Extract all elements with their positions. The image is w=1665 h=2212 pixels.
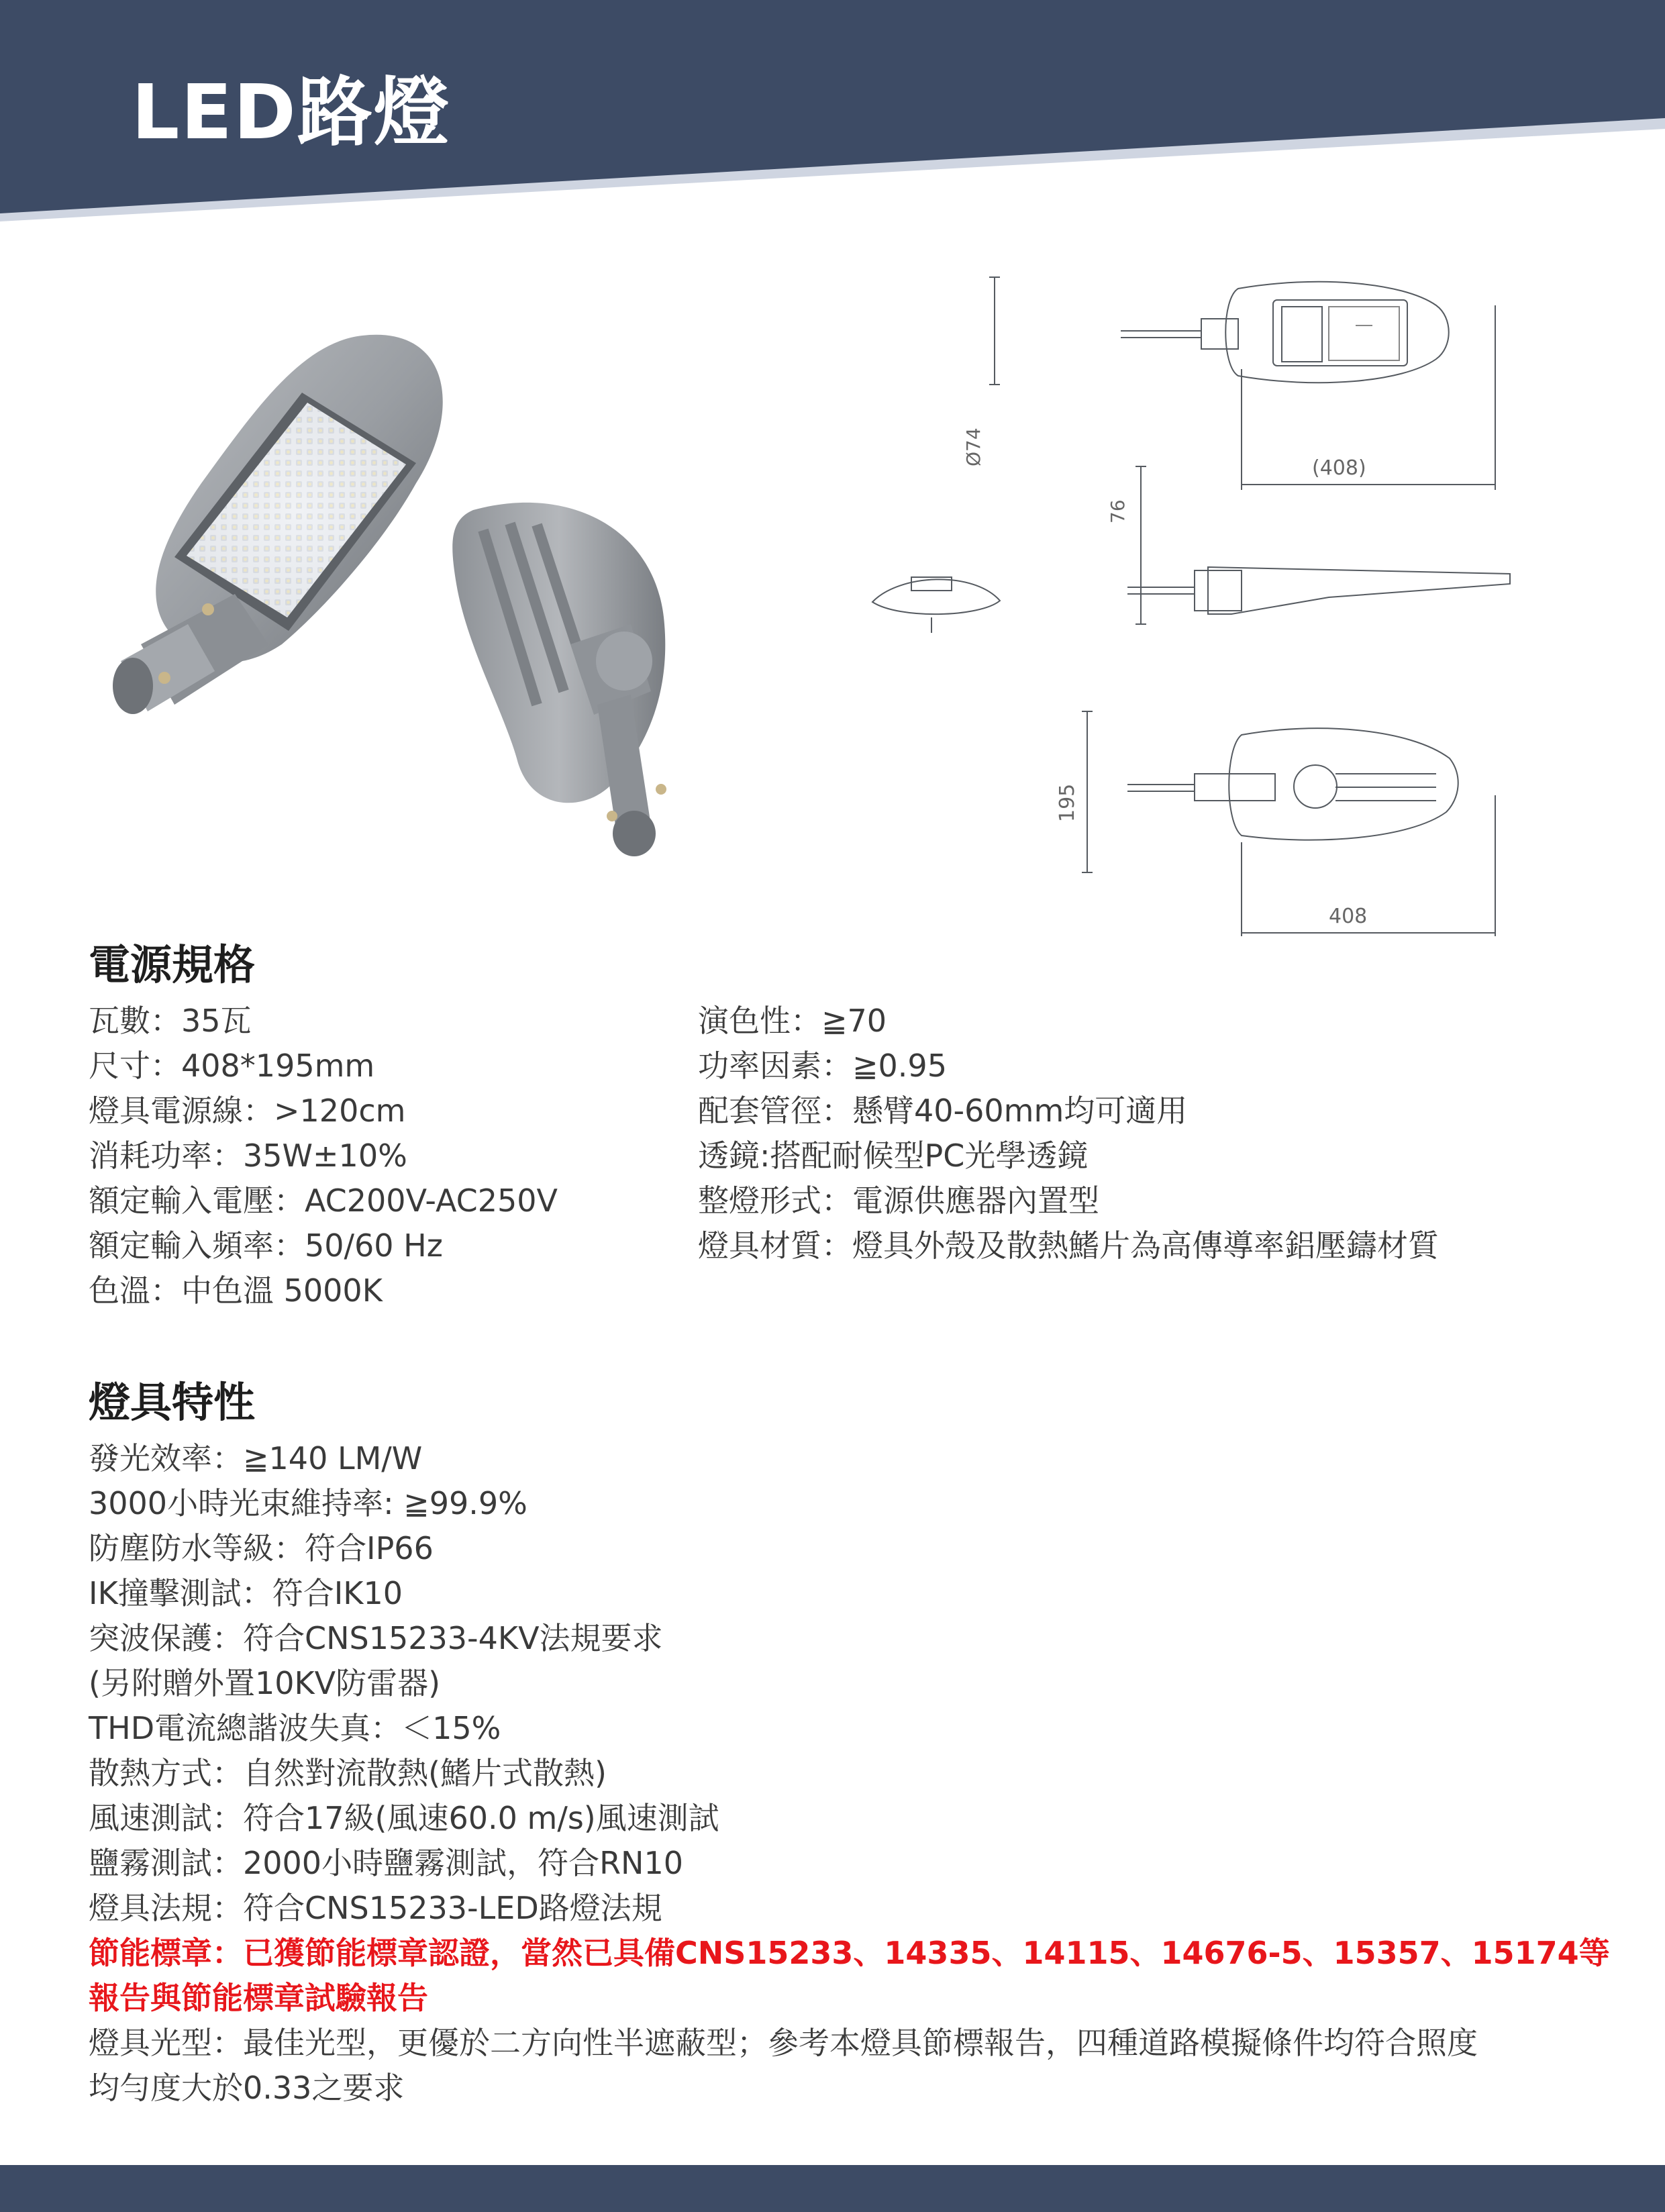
drawing-side-view	[1127, 466, 1510, 624]
feature-item: 發光效率：≧140 LM/W	[89, 1440, 423, 1476]
spec-item: 消耗功率：35W±10%	[89, 1138, 407, 1174]
header-banner	[0, 0, 1665, 228]
feature-item: 3000小時光束維持率: ≧99.9%	[89, 1485, 527, 1521]
feature-item: 均勻度大於0.33之要求	[89, 2070, 405, 2106]
luminaire-back-view	[452, 503, 666, 856]
feature-item: 燈具法規：符合CNS15233-LED路燈法規	[89, 1890, 662, 1926]
feature-item: 鹽霧測試：2000小時鹽霧測試，符合RN10	[89, 1845, 683, 1881]
energy-label-highlight: 節能標章：已獲節能標章認證，當然已具備CNS15233、14335、14115、14676-5、15357、15174等	[89, 1935, 1610, 1971]
energy-label-highlight: 報告與節能標章試驗報告	[89, 1980, 428, 2016]
spec-item: 演色性：≧70	[698, 1003, 887, 1039]
spec-item: 配套管徑：懸臂40-60mm均可適用	[698, 1093, 1188, 1129]
dim-width-label: 195	[1056, 783, 1079, 822]
footer-band	[0, 2165, 1665, 2212]
power-spec-right-list	[698, 999, 1439, 1268]
feature-item: (另附贈外置10KV防雷器)	[89, 1665, 441, 1701]
spec-item: 整燈形式：電源供應器內置型	[698, 1183, 1099, 1219]
dim-length-top-label: (408)	[1312, 456, 1366, 480]
power-spec-left-list	[89, 999, 558, 1313]
spec-item: 透鏡:搭配耐候型PC光學透鏡	[698, 1138, 1089, 1174]
features-list	[89, 1436, 1610, 2111]
spec-item: 功率因素：≧0.95	[698, 1048, 947, 1084]
feature-item: 防塵防水等級：符合IP66	[89, 1530, 434, 1566]
spec-item: 燈具材質：燈具外殼及散熱鰭片為高傳導率鋁壓鑄材質	[698, 1227, 1439, 1264]
feature-item: IK撞擊測試：符合IK10	[89, 1575, 403, 1611]
dim-diameter-label: Ø74	[962, 428, 985, 466]
feature-item: THD電流總諧波失真：＜15%	[89, 1710, 501, 1746]
feature-item: 散熱方式：自然對流散熱(鰭片式散熱)	[89, 1755, 607, 1791]
spec-item: 色溫：中色溫 5000K	[89, 1272, 383, 1309]
luminaire-front-view	[113, 335, 443, 714]
drawing-top-view	[989, 277, 1495, 490]
power-spec-heading: 電源規格	[89, 940, 256, 989]
feature-item: 突波保護：符合CNS15233-4KV法規要求	[89, 1620, 663, 1656]
feature-item: 燈具光型：最佳光型，更優於二方向性半遮蔽型；參考本燈具節標報告，四種道路模擬條件均符合照度	[89, 2025, 1478, 2061]
feature-item: 風速測試：符合17級(風速60.0 m/s)風速測試	[89, 1800, 719, 1836]
spec-item: 尺寸：408*195mm	[89, 1048, 375, 1084]
spec-item: 額定輸入電壓：AC200V-AC250V	[89, 1183, 558, 1219]
dimension-drawing	[846, 265, 1557, 943]
spec-item: 瓦數：35瓦	[89, 1003, 252, 1039]
product-photo	[101, 329, 772, 886]
dim-length-bottom-label: 408	[1329, 905, 1368, 928]
spec-item: 燈具電源線：>120cm	[89, 1093, 406, 1129]
page-title: LED路燈	[132, 69, 450, 156]
drawing-bottom-view	[1082, 711, 1495, 936]
features-heading: 燈具特性	[89, 1378, 256, 1427]
drawing-front-profile	[872, 577, 1000, 633]
spec-item: 額定輸入頻率：50/60 Hz	[89, 1227, 443, 1264]
dim-height-label: 76	[1107, 499, 1129, 523]
